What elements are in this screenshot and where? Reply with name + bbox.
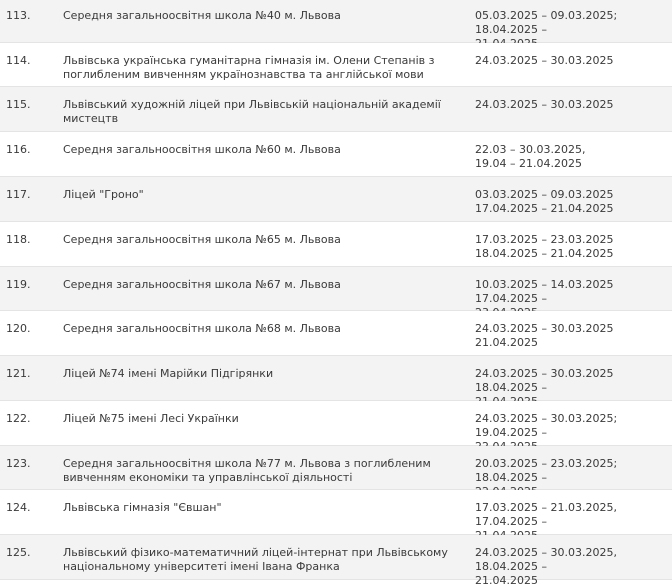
school-name: Львівська українська гуманітарна гімназія ім. Олени Степанів з поглибленим вивченням українознавства та англійської мови	[63, 54, 435, 81]
vacation-dates: 24.03.2025 – 30.03.2025; 19.04.2025 –	[475, 412, 618, 439]
table-row	[0, 132, 672, 177]
vacation-dates: 03.03.2025 – 09.03.2025 17.04.2025 – 21.04.2025	[475, 188, 614, 215]
row-number: 117.	[6, 188, 31, 201]
table-row	[0, 446, 672, 490]
table-row	[0, 267, 672, 311]
row-number: 113.	[6, 9, 31, 22]
vacation-dates: 17.03.2025 – 23.03.2025 18.04.2025 – 21.04.2025	[475, 233, 614, 260]
vacation-dates: 24.03.2025 – 30.03.2025, 18.04.2025 – 21.04.2025	[475, 546, 617, 587]
school-name: Ліцей "Гроно"	[63, 188, 144, 201]
table-row	[0, 311, 672, 356]
row-number: 120.	[6, 322, 31, 335]
row-number: 125.	[6, 546, 31, 559]
vacation-dates: 05.03.2025 – 09.03.2025; 18.04.2025 –	[475, 9, 618, 36]
school-name: Львівський фізико-математичний ліцей-інтернат при Львівському національному університеті імені Івана Франка	[63, 546, 448, 573]
table-row	[0, 535, 672, 587]
school-name: Ліцей №75 імені Лесі Українки	[63, 412, 239, 425]
row-number: 115.	[6, 98, 31, 111]
vacation-dates: 24.03.2025 – 30.03.2025 21.04.2025	[475, 322, 614, 349]
table-row	[0, 356, 672, 401]
vacation-dates: 20.03.2025 – 23.03.2025; 18.04.2025 –	[475, 457, 618, 484]
vacation-dates: 17.03.2025 – 21.03.2025, 17.04.2025 –	[475, 501, 617, 528]
row-number: 119.	[6, 278, 31, 291]
table-row	[0, 401, 672, 446]
table-row	[0, 43, 672, 87]
row-number: 122.	[6, 412, 31, 425]
row-number: 123.	[6, 457, 31, 470]
table-row	[0, 177, 672, 222]
school-name: Ліцей №74 імені Марійки Підгірянки	[63, 367, 274, 380]
vacation-dates: 24.03.2025 – 30.03.2025	[475, 98, 614, 111]
vacation-dates: 22.03 – 30.03.2025, 19.04 – 21.04.2025	[475, 143, 586, 170]
row-number: 116.	[6, 143, 31, 156]
vacation-dates: 10.03.2025 – 14.03.2025 17.04.2025 –	[475, 278, 614, 305]
row-number: 114.	[6, 54, 31, 67]
school-name: Середня загальноосвітня школа №77 м. Львова з поглибленим вивченням економіки та управлінської діяльності	[63, 457, 431, 484]
school-name: Середня загальноосвітня школа №67 м. Львова	[63, 278, 341, 291]
vacation-dates: 24.03.2025 – 30.03.2025	[475, 54, 614, 67]
school-name: Львівський художній ліцей при Львівській національній академії мистецтв	[63, 98, 441, 125]
table-row	[0, 87, 672, 132]
row-number: 118.	[6, 233, 31, 246]
school-name: Львівська гімназія "Євшан"	[63, 501, 222, 514]
table-row	[0, 490, 672, 535]
table-row	[0, 0, 672, 43]
school-name: Середня загальноосвітня школа №68 м. Львова	[63, 322, 341, 335]
row-number: 124.	[6, 501, 31, 514]
school-name: Середня загальноосвітня школа №65 м. Львова	[63, 233, 341, 246]
vacation-dates: 24.03.2025 – 30.03.2025 18.04.2025 –	[475, 367, 614, 394]
school-name: Середня загальноосвітня школа №60 м. Львова	[63, 143, 341, 156]
row-number: 121.	[6, 367, 31, 380]
school-name: Середня загальноосвітня школа №40 м. Львова	[63, 9, 341, 22]
table-row	[0, 222, 672, 267]
